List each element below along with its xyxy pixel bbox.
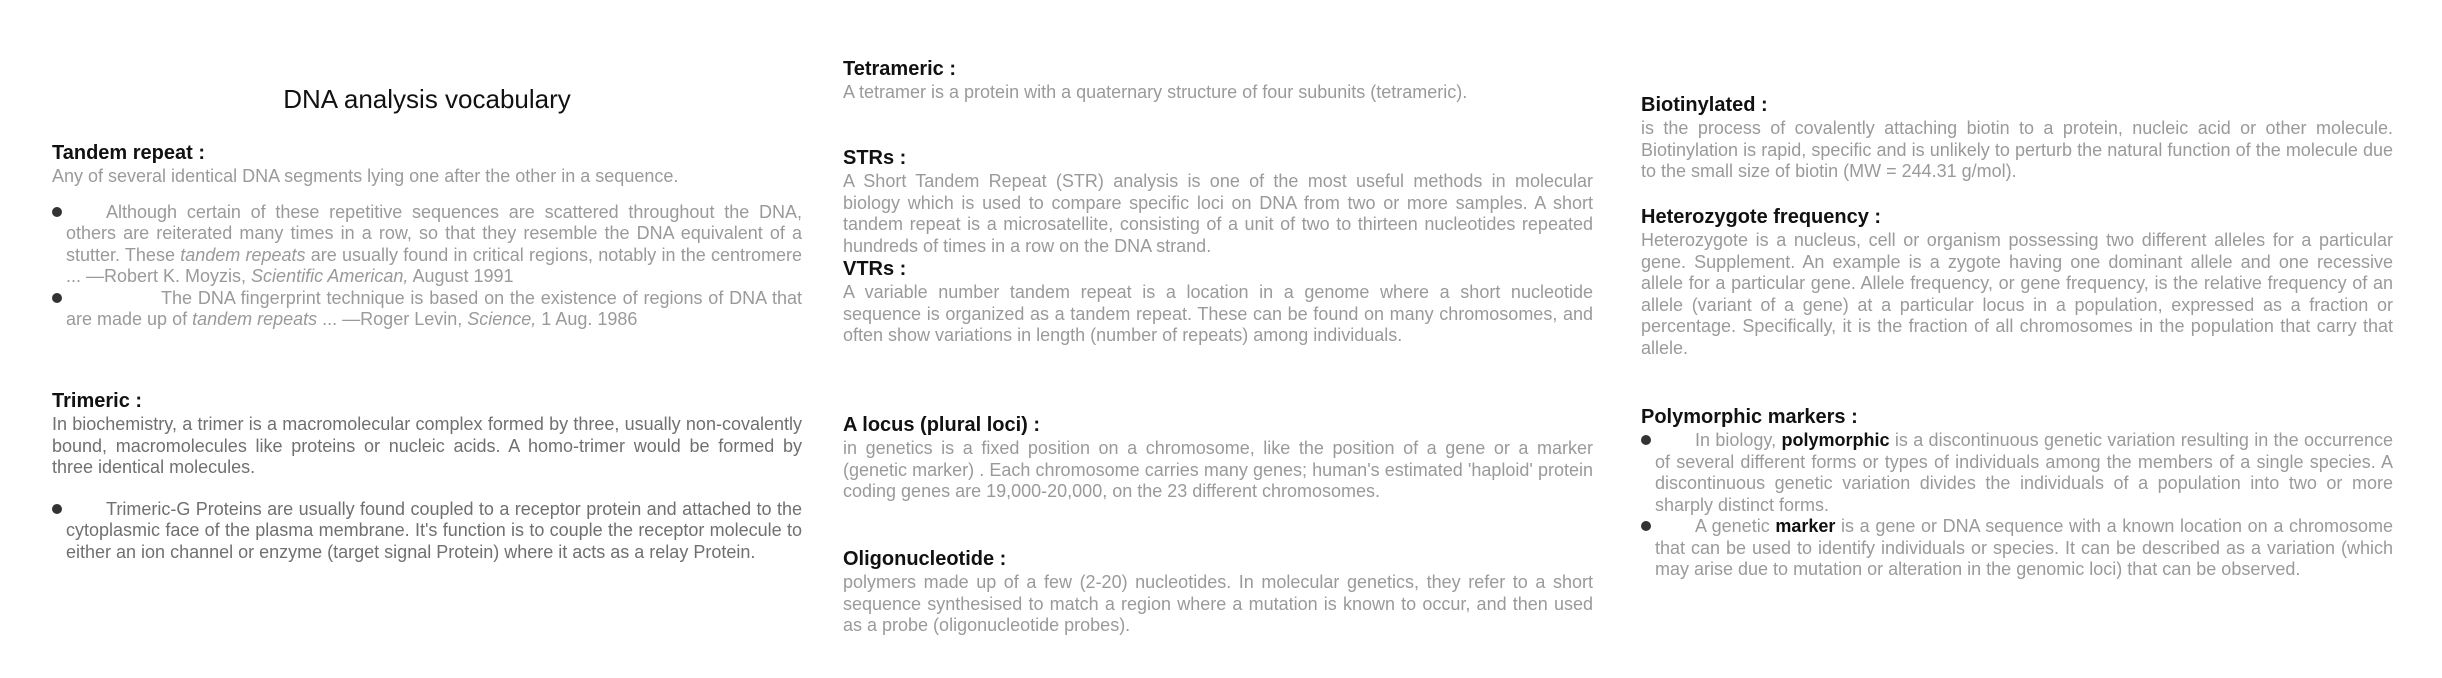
bullet-icon xyxy=(52,293,62,303)
tandem-repeat-quote-2: The DNA fingerprint technique is based on the existence of regions of DNA that are made up of tandem repeats ... —Roger Levin, Science, 1 Aug. 1986 xyxy=(52,288,802,331)
oligonucleotide-definition: polymers made up of a few (2-20) nucleotides. In molecular genetics, they refer to a short sequence synthesised to match a region where a mutation is known to occur, and then used as a probe (oligonucleotide probes). xyxy=(843,572,1593,635)
strs-section xyxy=(843,145,1593,257)
bullet-icon xyxy=(1641,435,1651,445)
tetrameric-heading: Tetrameric : xyxy=(843,58,957,80)
bullet-icon xyxy=(52,504,62,514)
heterozygote-definition: Heterozygote is a nucleus, cell or organism possessing two different alleles for a particular gene. Supplement. An example is a zygote having one dominant allele and one recessive allele for a particular gene. Allele frequency, or gene frequency, is the relative frequency of an allele (variant of a gene) at a particular locus in a population, expressed as a fraction or percentage. Specifically, it is the fraction of all chromosomes in the population that carry that allele. xyxy=(1641,230,2393,358)
tetrameric-definition: A tetramer is a protein with a quaternary structure of four subunits (tetrameric). xyxy=(843,82,1468,102)
tandem-repeat-section xyxy=(52,140,802,331)
trimeric-definition: In biochemistry, a trimer is a macromolecular complex formed by three, usually non-covalently bound, macromolecules like proteins or nucleic acids. A homo-trimer would be formed by three identical molecules. xyxy=(52,414,802,477)
polymorphic-heading: Polymorphic markers : xyxy=(1641,406,1858,428)
page-title: DNA analysis vocabulary xyxy=(283,84,571,114)
trimeric-heading: Trimeric : xyxy=(52,390,143,412)
vtrs-definition: A variable number tandem repeat is a location in a genome where a short nucleotide sequence is organized as a tandem repeat. These can be found on many chromosomes, and often show variations in length (number of repeats) among individuals. xyxy=(843,282,1593,345)
polymorphic-bullet-1: In biology, polymorphic is a discontinuous genetic variation resulting in the occurrence of several different forms or types of individuals among the members of a single species. A discontinuous genetic variation divides the individuals of a population into two or more sharply distinct forms. xyxy=(1641,430,2393,516)
tandem-repeat-heading: Tandem repeat : xyxy=(52,142,205,164)
locus-section xyxy=(843,412,1593,503)
tetrameric-section xyxy=(843,56,1593,104)
biotinylated-section xyxy=(1641,92,2393,183)
bullet-icon xyxy=(52,207,62,217)
heterozygote-section xyxy=(1641,204,2393,359)
bullet-icon xyxy=(1641,521,1651,531)
tandem-repeat-definition: Any of several identical DNA segments lying one after the other in a sequence. xyxy=(52,166,679,186)
trimeric-section xyxy=(52,388,802,563)
locus-heading: A locus (plural loci) : xyxy=(843,414,1041,436)
locus-definition: in genetics is a fixed position on a chromosome, like the position of a gene or a marker (genetic marker) . Each chromosome carries many genes; human's estimated 'haploid' protein coding genes are 19,000-20,000, on the 23 different chromosomes. xyxy=(843,438,1593,501)
biotinylated-heading: Biotinylated : xyxy=(1641,94,1768,116)
strs-definition: A Short Tandem Repeat (STR) analysis is one of the most useful methods in molecular biology which is used to compare specific loci on DNA from two or more samples. A short tandem repeat is a microsatellite, consisting of a unit of two to thirteen nucleotides repeated hundreds of times in a row on the DNA strand. xyxy=(843,171,1593,256)
oligonucleotide-heading: Oligonucleotide : xyxy=(843,548,1007,570)
vtrs-section xyxy=(843,256,1593,347)
heterozygote-heading: Heterozygote frequency : xyxy=(1641,206,1882,228)
biotinylated-definition: is the process of covalently attaching biotin to a protein, nucleic acid or other molecule. Biotinylation is rapid, specific and is unlikely to perturb the natural function of the molecule due to the small size of biotin (MW = 244.31 g/mol). xyxy=(1641,118,2393,181)
trimeric-bullet: Trimeric-G Proteins are usually found coupled to a receptor protein and attached to the cytoplasmic face of the plasma membrane. It's function is to couple the receptor molecule to either an ion channel or enzyme (target signal Protein) where it acts as a relay Protein. xyxy=(52,499,802,564)
polymorphic-bullet-2: A genetic marker is a gene or DNA sequence with a known location on a chromosome that can be used to identify individuals or species. It can be described as a variation (which may arise due to mutation or alteration in the genomic loci) that can be observed. xyxy=(1641,516,2393,581)
oligonucleotide-section xyxy=(843,546,1593,637)
vtrs-heading: VTRs : xyxy=(843,258,907,280)
polymorphic-section xyxy=(1641,404,2393,581)
strs-heading: STRs : xyxy=(843,147,907,169)
tandem-repeat-quote-1: Although certain of these repetitive sequences are scattered throughout the DNA, others are reiterated many times in a row, so that they resemble the DNA equivalent of a stutter. These tandem repeats are usually found in critical regions, notably in the centromere ... —Robert K. Moyzis, Scientific American, August 1991 xyxy=(52,202,802,288)
